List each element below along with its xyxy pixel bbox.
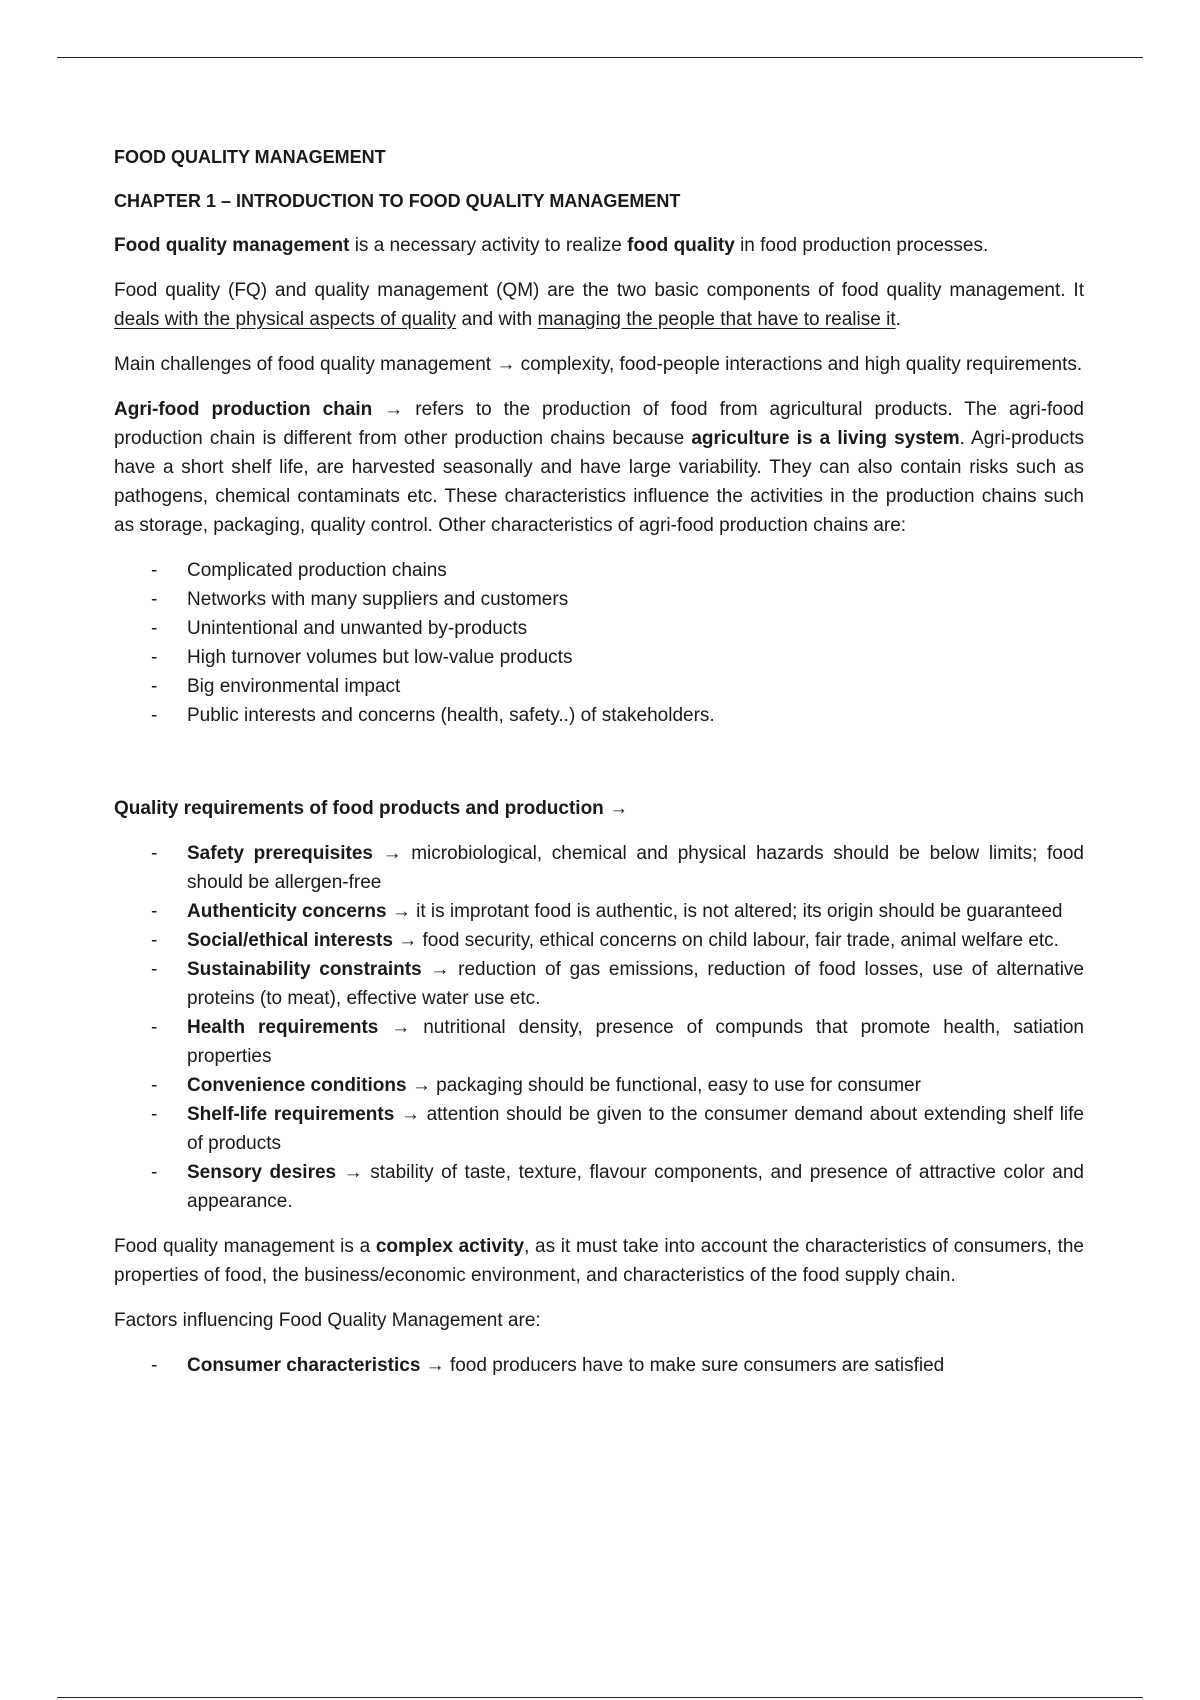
term-agri-food-chain: Agri-food production chain — [114, 399, 373, 420]
underlined-physical-aspects: deals with the physical aspects of quality — [114, 309, 457, 330]
list-item: - Unintentional and unwanted by-products — [114, 614, 1084, 643]
document-body — [114, 143, 1084, 1396]
list-item: - Complicated production chains — [114, 556, 1084, 585]
document-title: FOOD QUALITY MANAGEMENT — [114, 147, 386, 167]
list-item: - Public interests and concerns (health, safety..) of stakeholders. — [114, 701, 1084, 730]
list-item: - Networks with many suppliers and customers — [114, 585, 1084, 614]
term-food-quality-management: Food quality management — [114, 235, 350, 256]
term-complex-activity: complex activity — [375, 1236, 525, 1257]
paragraph-agri-food-chain: Agri-food production chain → refers to the production of food from agricultural products. The agri-food production chain is different from other production chains because agriculture is a living system. Agri-products have a short shelf life, are harvested seasonally and have large variability. They can also contain risks such as pathogens, chemical contaminats etc. These characteristics influence the activities in the production chains such as storage, packaging, quality control. Other characteristics of agri-food production chains are: — [114, 399, 1085, 536]
quality-requirements-list — [114, 839, 1084, 1216]
factors-list — [114, 1351, 1084, 1380]
list-item: - High turnover volumes but low-value products — [114, 643, 1084, 672]
header-rule — [57, 57, 1143, 58]
paragraph-components: Food quality (FQ) and quality management (QM) are the two basic components of food quality management. It deals with the physical aspects of quality and with managing the people that have to realise it. — [114, 280, 1084, 330]
list-item: - Health requirements → nutritional density, presence of compunds that promote health, satiation properties — [114, 1013, 1084, 1071]
list-item: - Shelf-life requirements → attention should be given to the consumer demand about extending shelf life of products — [114, 1100, 1084, 1158]
list-item: - Consumer characteristics → food producers have to make sure consumers are satisfied — [114, 1351, 1084, 1380]
paragraph-complex-activity: Food quality management is a complex activity, as it must take into account the characteristics of consumers, the properties of food, the business/economic environment, and characteristics of the food supply chain. — [114, 1236, 1085, 1286]
list-item: - Safety prerequisites → microbiological, chemical and physical hazards should be below limits; food should be allergen-free — [114, 839, 1084, 897]
list-item: - Authenticity concerns → it is improtant food is authentic, is not altered; its origin should be guaranteed — [114, 897, 1084, 926]
footer-rule — [57, 1697, 1143, 1698]
list-item: - Sensory desires → stability of taste, texture, flavour components, and presence of attractive color and appearance. — [114, 1158, 1084, 1216]
list-item: - Social/ethical interests → food security, ethical concerns on child labour, fair trade, animal welfare etc. — [114, 926, 1084, 955]
list-item: - Convenience conditions → packaging should be functional, easy to use for consumer — [114, 1071, 1084, 1100]
list-item: - Big environmental impact — [114, 672, 1084, 701]
paragraph-definition: Food quality management is a necessary activity to realize food quality in food production processes. — [114, 235, 989, 256]
underlined-managing-people: managing the people that have to realise it — [537, 309, 896, 330]
chapter-heading: CHAPTER 1 – INTRODUCTION TO FOOD QUALITY MANAGEMENT — [114, 191, 681, 211]
paragraph-factors: Factors influencing Food Quality Management are: — [114, 1310, 541, 1331]
term-food-quality: food quality — [627, 235, 735, 256]
list-item: - Sustainability constraints → reduction of gas emissions, reduction of food losses, use of alternative proteins (to meat), effective water use etc. — [114, 955, 1084, 1013]
quality-requirements-heading: Quality requirements of food products and production → — [114, 798, 629, 819]
paragraph-challenges: Main challenges of food quality management → complexity, food-people interactions and high quality requirements. — [114, 354, 1083, 375]
term-living-system: agriculture is a living system — [691, 428, 960, 449]
chain-characteristics-list — [114, 556, 1084, 730]
